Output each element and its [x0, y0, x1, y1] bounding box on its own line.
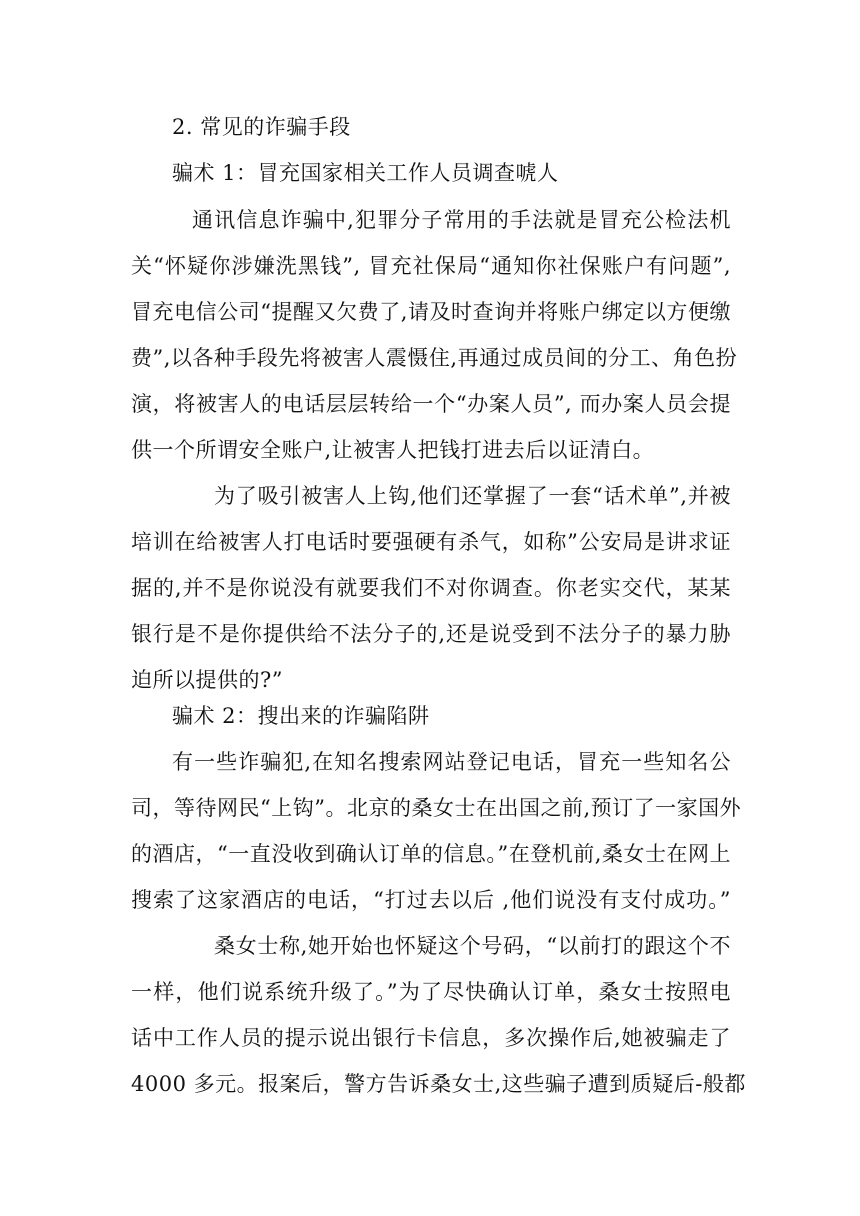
section-heading: 2. 常见的诈骗手段: [172, 115, 351, 139]
paragraph-line: 司，等待网民“上钩”。北京的桑女士在出国之前,预订了一家国外: [131, 796, 742, 820]
paragraph-line: 4000 多元。报案后，警方告诉桑女士,这些骗子遭到质疑后-般都: [131, 1072, 746, 1096]
paragraph-line: 为了吸引被害人上钩,他们还掌握了一套“话术单”,并被: [214, 484, 731, 508]
subheading-scam-2: 骗术 2：搜出来的诈骗陷阱: [172, 704, 430, 728]
paragraph-line: 的酒店，“一直没收到确认订单的信息。”在登机前,桑女士在网上: [131, 842, 731, 866]
paragraph-line: 培训在给被害人打电话时要强硬有杀气，如称”公安局是讲求证: [131, 530, 731, 554]
paragraph-line: 费”,以各种手段先将被害人震慑住,再通过成员间的分工、角色扮: [131, 346, 738, 370]
paragraph-line: 据的,并不是你说没有就要我们不对你调查。你老实交代，某某: [131, 576, 731, 600]
paragraph-line: 搜索了这家酒店的电话，“打过去以后 ,他们说没有支付成功。”: [131, 888, 731, 912]
paragraph-line: 桑女士称,她开始也怀疑这个号码，“以前打的跟这个不: [214, 934, 731, 958]
paragraph-line: 供一个所谓安全账户,让被害人把钱打进去后以证清白。: [131, 438, 655, 462]
paragraph-line: 冒充电信公司“提醒又欠费了,请及时查询并将账户绑定以方便缴: [131, 300, 731, 324]
paragraph-line: 演，将被害人的电话层层转给一个“办案人员”, 而办案人员会提: [131, 392, 731, 416]
paragraph-line: 通讯信息诈骗中,犯罪分子常用的手法就是冒充公检法机: [192, 208, 731, 232]
paragraph-line: 话中工作人员的提示说出银行卡信息，多次操作后,她被骗走了: [131, 1026, 731, 1050]
paragraph-line: 银行是不是你提供给不法分子的,还是说受到不法分子的暴力胁: [131, 622, 731, 646]
paragraph-line: 有一些诈骗犯,在知名搜索网站登记电话，冒充一些知名公: [172, 750, 731, 774]
subheading-scam-1: 骗术 1：冒充国家相关工作人员调查唬人: [172, 161, 559, 185]
paragraph-line: 一样，他们说系统升级了。”为了尽快确认订单，桑女士按照电: [131, 980, 731, 1004]
paragraph-line: 关“怀疑你涉嫌洗黑钱”, 冒充社保局“通知你社保账户有问题”,: [131, 254, 731, 278]
paragraph-line: 迫所以提供的?”: [131, 668, 283, 692]
